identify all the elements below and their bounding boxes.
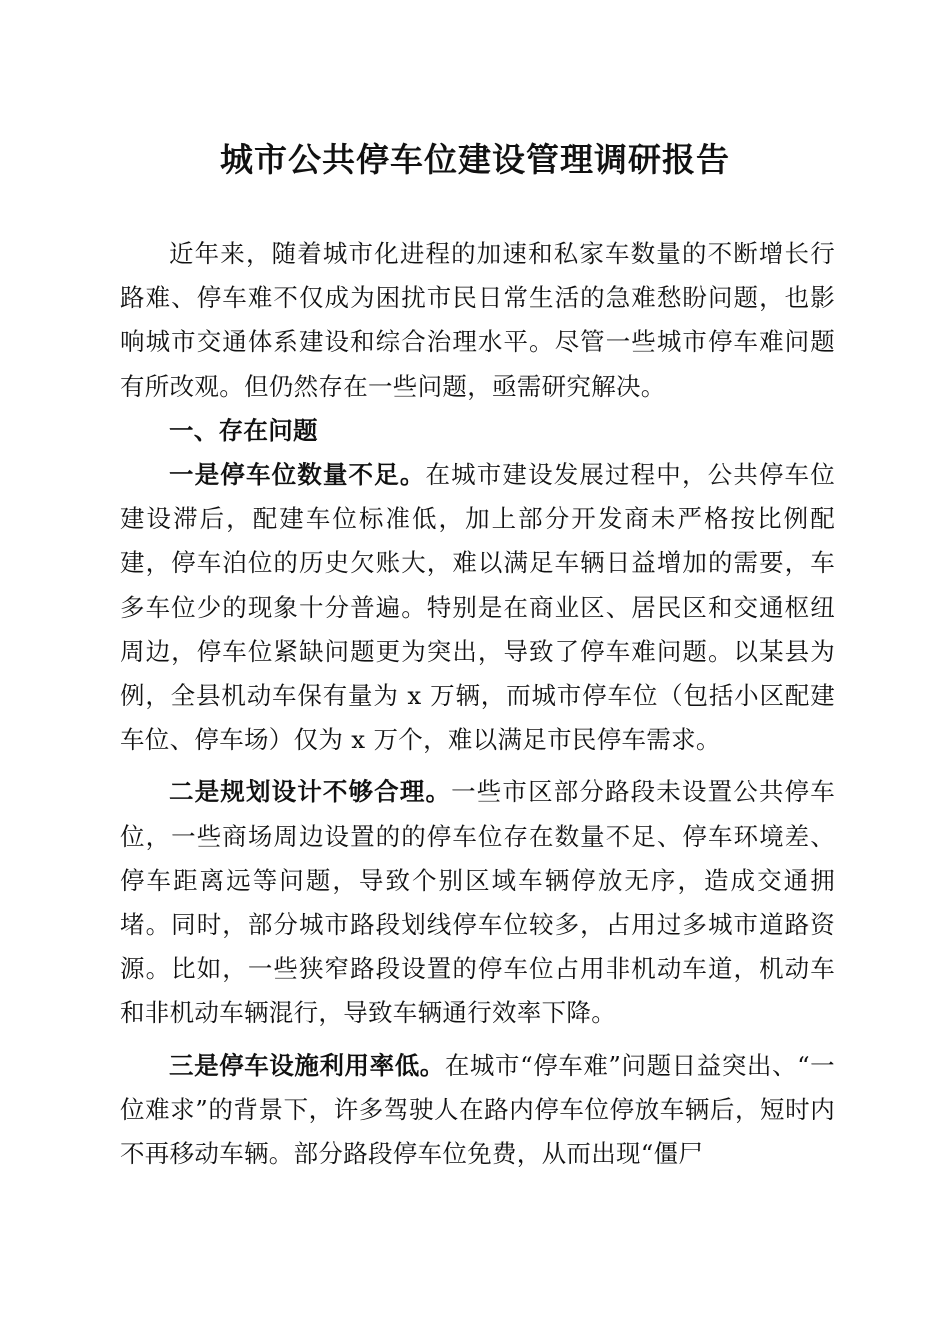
intro-text: 近年来，随着城市化进程的加速和私家车数量的不断增长行路难、停车难不仅成为困扰市民日常生活的急难愁盼问题，也影响城市交通体系建设和综合治理水平。尽管一些城市停车难问题有所改观。但仍然存在一些问题，亟需研究解决。 [120, 239, 835, 401]
paragraph-gap [120, 1036, 835, 1044]
document-body [120, 232, 835, 1176]
paragraph-gap [120, 762, 835, 770]
paragraph-text: 在城市“停车难”问题日益突出、“一位难求”的背景下，许多驾驶人在路内停车位停放车辆后，短时内不再移动车辆。部分路段停车位免费，从而出现“僵尸 [120, 1050, 835, 1169]
paragraph-text: 在城市建设发展过程中，公共停车位建设滞后，配建车位标准低，加上部分开发商未严格按比例配建，停车泊位的历史欠账大，难以满足车辆日益增加的需要，车多车位少的现象十分普遍。特别是在商业区、居民区和交通枢纽周边，停车位紧缺问题更为突出，导致了停车难问题。以某县为例，全县机动车保有量为 x 万辆，而城市停车位（包括小区配建车位、停车场）仅为 x 万个，难以满足市民停车需求。 [120, 460, 835, 755]
intro-paragraph [120, 232, 835, 409]
paragraph-low-utilization [120, 1044, 835, 1177]
paragraph-planning-design [120, 770, 835, 1035]
section-heading-problems: 一、存在问题 [169, 415, 318, 445]
document-title: 城市公共停车位建设管理调研报告 [220, 140, 730, 179]
paragraph-lead: 二是规划设计不够合理。 [169, 777, 452, 807]
paragraph-lead: 一是停车位数量不足。 [169, 460, 426, 490]
paragraph-lead: 三是停车设施利用率低。 [169, 1050, 445, 1080]
paragraph-text: 一些市区部分路段未设置公共停车位，一些商场周边设置的的停车位存在数量不足、停车环境差、停车距离远等问题，导致个别区域车辆停放无序，造成交通拥堵。同时，部分城市路段划线停车位较多，占用过多城市道路资源。比如，一些狭窄路段设置的停车位占用非机动车道，机动车和非机动车辆混行，导致车辆通行效率下降。 [120, 777, 835, 1028]
paragraph-parking-shortage [120, 453, 835, 762]
